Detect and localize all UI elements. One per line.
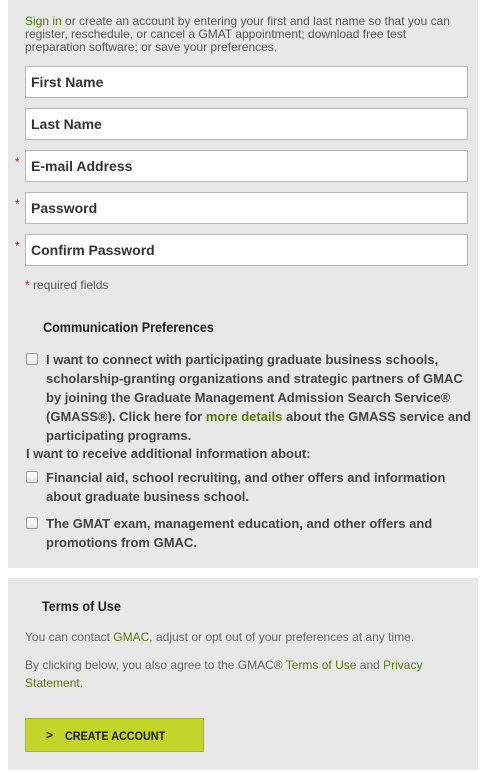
communication-preferences-title: Communication Preferences bbox=[43, 319, 214, 335]
privacy-statement-link[interactable]: Privacy Statement bbox=[25, 658, 423, 690]
gmac-link[interactable]: GMAC bbox=[113, 630, 150, 644]
terms-p1-before: You can contact bbox=[25, 630, 114, 644]
required-star: * bbox=[15, 197, 20, 211]
terms-p2-before: By clicking below, you also agree to the GMAC® bbox=[25, 658, 286, 672]
contact-gmac-text bbox=[25, 628, 470, 646]
receive-info-label: I want to receive additional information about: bbox=[26, 446, 311, 461]
financial-aid-checkbox[interactable] bbox=[26, 471, 38, 483]
gmat-info-text: The GMAT exam, management education, and other offers and promotions from GMAC. bbox=[46, 516, 433, 550]
password-input[interactable] bbox=[25, 192, 468, 224]
create-account-button[interactable] bbox=[25, 718, 204, 752]
confirm-password-row bbox=[15, 234, 468, 266]
gmat-info-checkbox[interactable] bbox=[26, 517, 38, 529]
agreement-text bbox=[25, 656, 470, 692]
required-star: * bbox=[15, 155, 20, 169]
email-row bbox=[15, 150, 468, 182]
registration-panel bbox=[8, 0, 478, 568]
intro-body: or create an account by entering your first and last name so that you can register, reschedule, or cancel a GMAT appointment; download free test preparation software; or save your preferences. bbox=[25, 14, 450, 54]
first-name-input[interactable] bbox=[25, 66, 468, 98]
terms-panel bbox=[8, 578, 478, 770]
required-star: * bbox=[15, 239, 20, 253]
email-input[interactable] bbox=[25, 150, 468, 182]
intro-text bbox=[25, 15, 465, 54]
last-name-input[interactable] bbox=[25, 108, 468, 140]
more-details-link[interactable]: more details bbox=[205, 409, 283, 424]
gmass-text-1: I want to connect with participating graduate business schools, scholarship-granting organizations and strategic partners of GMAC by joining the Graduate Management Admission Search Service® (GMASS®). Click here for bbox=[46, 352, 463, 424]
terms-p2-mid: and bbox=[356, 658, 384, 672]
sign-in-link[interactable]: Sign in bbox=[25, 14, 62, 28]
confirm-password-input[interactable] bbox=[25, 234, 468, 266]
gmass-checkbox[interactable] bbox=[26, 353, 38, 365]
terms-of-use-link[interactable]: Terms of Use bbox=[285, 658, 357, 672]
password-row bbox=[15, 192, 468, 224]
arrow-right-icon: > bbox=[46, 728, 54, 742]
required-star: * bbox=[25, 278, 30, 292]
terms-p1-after: , adjust or opt out of your preferences at any time. bbox=[149, 630, 415, 644]
terms-of-use-title: Terms of Use bbox=[42, 598, 121, 614]
gmass-text-2: about the GMASS service and participating programs. bbox=[46, 409, 471, 443]
financial-aid-text: Financial aid, school recruiting, and other offers and information about graduate business school. bbox=[46, 470, 446, 504]
first-name-row bbox=[25, 66, 468, 98]
terms-p2-after: . bbox=[79, 676, 84, 690]
gmass-option-text bbox=[46, 350, 476, 445]
required-fields-note bbox=[25, 278, 108, 292]
required-fields-text: required fields bbox=[29, 278, 109, 292]
last-name-row bbox=[25, 108, 468, 140]
create-account-label: CREATE ACCOUNT bbox=[65, 729, 166, 743]
